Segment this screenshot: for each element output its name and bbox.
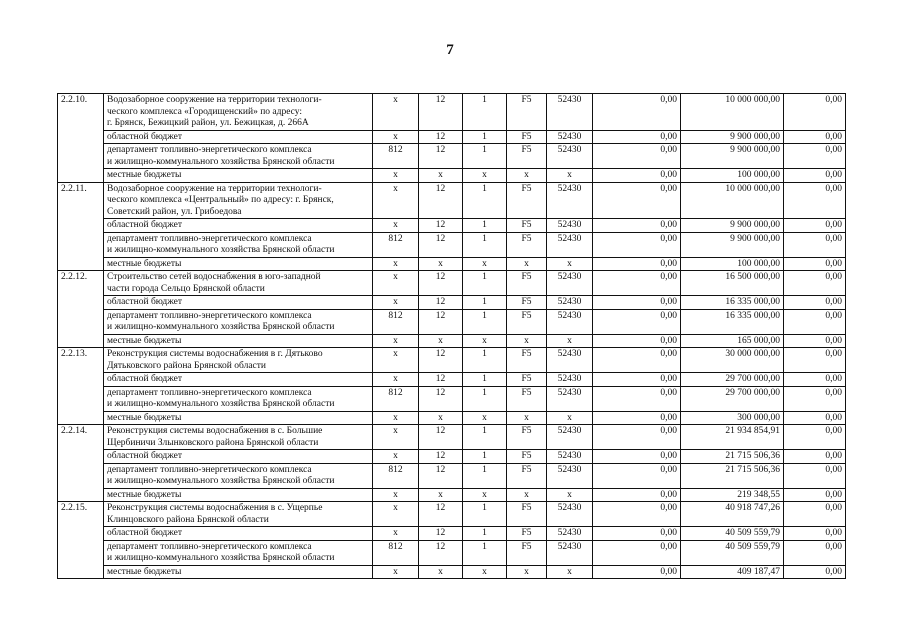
value-2021-cell: 0,00 xyxy=(784,309,846,334)
table-row xyxy=(58,502,846,527)
target-article-code-cell: 52430 xyxy=(547,94,593,131)
grbs-cell: х xyxy=(373,565,419,579)
table-row xyxy=(58,527,846,541)
item-name-cell: департамент топливно-энергетического комплекса и жилищно-коммунального хозяйства Брянской области xyxy=(104,463,373,488)
table-row xyxy=(58,540,846,565)
value-2020-cell: 100 000,00 xyxy=(681,257,784,271)
target-article-prefix-cell: F5 xyxy=(507,450,547,464)
value-2021-cell: 0,00 xyxy=(784,94,846,131)
table-row xyxy=(58,373,846,387)
subsection-cell: х xyxy=(463,257,507,271)
value-2020-cell: 21 934 854,91 xyxy=(681,425,784,450)
grbs-cell: х xyxy=(373,450,419,464)
subsection-cell: 1 xyxy=(463,144,507,169)
section-cell: 12 xyxy=(419,502,463,527)
value-2020-cell: 40 509 559,79 xyxy=(681,540,784,565)
table-row xyxy=(58,386,846,411)
item-number-cell: 2.2.10. xyxy=(58,94,104,183)
item-name-cell: местные бюджеты xyxy=(104,411,373,425)
value-2021-cell: 0,00 xyxy=(784,296,846,310)
value-2021-cell: 0,00 xyxy=(784,257,846,271)
value-2021-cell: 0,00 xyxy=(784,386,846,411)
table-row xyxy=(58,411,846,425)
target-article-code-cell: 52430 xyxy=(547,463,593,488)
grbs-cell: 812 xyxy=(373,463,419,488)
item-name-cell: Водозаборное сооружение на территории технологи- ческого комплекса «Центральный» по адресу: г. Брянск, Советский район, ул. Грибоедова xyxy=(104,182,373,219)
value-2019-cell: 0,00 xyxy=(593,94,681,131)
value-2021-cell: 0,00 xyxy=(784,425,846,450)
value-2020-cell: 40 918 747,26 xyxy=(681,502,784,527)
target-article-code-cell: 52430 xyxy=(547,271,593,296)
section-cell: х xyxy=(419,334,463,348)
table-row xyxy=(58,348,846,373)
value-2021-cell: 0,00 xyxy=(784,271,846,296)
target-article-code-cell: х xyxy=(547,169,593,183)
table-row xyxy=(58,425,846,450)
table-row xyxy=(58,144,846,169)
item-name-cell: местные бюджеты xyxy=(104,334,373,348)
target-article-prefix-cell: F5 xyxy=(507,540,547,565)
value-2019-cell: 0,00 xyxy=(593,296,681,310)
table-row xyxy=(58,271,846,296)
value-2019-cell: 0,00 xyxy=(593,144,681,169)
item-name-cell: областной бюджет xyxy=(104,450,373,464)
target-article-prefix-cell: F5 xyxy=(507,296,547,310)
target-article-prefix-cell: F5 xyxy=(507,425,547,450)
target-article-code-cell: 52430 xyxy=(547,182,593,219)
target-article-code-cell: х xyxy=(547,488,593,502)
value-2021-cell: 0,00 xyxy=(784,144,846,169)
item-number-cell: 2.2.13. xyxy=(58,348,104,425)
item-name-cell: Строительство сетей водоснабжения в юго-западной части города Сельцо Брянской области xyxy=(104,271,373,296)
table-row xyxy=(58,296,846,310)
target-article-code-cell: 52430 xyxy=(547,130,593,144)
value-2021-cell: 0,00 xyxy=(784,450,846,464)
value-2020-cell: 21 715 506,36 xyxy=(681,463,784,488)
item-number-cell: 2.2.14. xyxy=(58,425,104,502)
item-name-cell: местные бюджеты xyxy=(104,488,373,502)
subsection-cell: х xyxy=(463,169,507,183)
target-article-prefix-cell: F5 xyxy=(507,373,547,387)
subsection-cell: х xyxy=(463,565,507,579)
item-name-cell: областной бюджет xyxy=(104,296,373,310)
grbs-cell: х xyxy=(373,411,419,425)
value-2019-cell: 0,00 xyxy=(593,257,681,271)
target-article-code-cell: 52430 xyxy=(547,540,593,565)
section-cell: 12 xyxy=(419,271,463,296)
target-article-code-cell: 52430 xyxy=(547,296,593,310)
grbs-cell: х xyxy=(373,130,419,144)
table-row xyxy=(58,565,846,579)
subsection-cell: 1 xyxy=(463,182,507,219)
value-2021-cell: 0,00 xyxy=(784,463,846,488)
target-article-prefix-cell: х xyxy=(507,334,547,348)
table-row xyxy=(58,94,846,131)
value-2020-cell: 9 900 000,00 xyxy=(681,219,784,233)
item-name-cell: Реконструкция системы водоснабжения в с. Большие Щербиничи Злынковского района Брянской области xyxy=(104,425,373,450)
table-row xyxy=(58,130,846,144)
target-article-code-cell: х xyxy=(547,411,593,425)
value-2019-cell: 0,00 xyxy=(593,334,681,348)
target-article-prefix-cell: F5 xyxy=(507,502,547,527)
item-name-cell: областной бюджет xyxy=(104,527,373,541)
target-article-code-cell: 52430 xyxy=(547,450,593,464)
value-2019-cell: 0,00 xyxy=(593,386,681,411)
item-name-cell: местные бюджеты xyxy=(104,169,373,183)
grbs-cell: 812 xyxy=(373,144,419,169)
item-name-cell: департамент топливно-энергетического комплекса и жилищно-коммунального хозяйства Брянской области xyxy=(104,540,373,565)
target-article-code-cell: 52430 xyxy=(547,219,593,233)
table-row xyxy=(58,463,846,488)
section-cell: 12 xyxy=(419,450,463,464)
value-2021-cell: 0,00 xyxy=(784,169,846,183)
value-2020-cell: 300 000,00 xyxy=(681,411,784,425)
value-2020-cell: 100 000,00 xyxy=(681,169,784,183)
table-row xyxy=(58,334,846,348)
target-article-code-cell: 52430 xyxy=(547,232,593,257)
grbs-cell: х xyxy=(373,296,419,310)
target-article-code-cell: 52430 xyxy=(547,502,593,527)
subsection-cell: 1 xyxy=(463,450,507,464)
grbs-cell: 812 xyxy=(373,309,419,334)
target-article-prefix-cell: F5 xyxy=(507,130,547,144)
table-row xyxy=(58,169,846,183)
subsection-cell: 1 xyxy=(463,309,507,334)
value-2019-cell: 0,00 xyxy=(593,130,681,144)
value-2020-cell: 21 715 506,36 xyxy=(681,450,784,464)
item-number-cell: 2.2.11. xyxy=(58,182,104,271)
section-cell: х xyxy=(419,488,463,502)
value-2019-cell: 0,00 xyxy=(593,502,681,527)
grbs-cell: 812 xyxy=(373,540,419,565)
value-2021-cell: 0,00 xyxy=(784,348,846,373)
value-2021-cell: 0,00 xyxy=(784,411,846,425)
value-2021-cell: 0,00 xyxy=(784,130,846,144)
grbs-cell: х xyxy=(373,271,419,296)
grbs-cell: 812 xyxy=(373,386,419,411)
item-number-cell: 2.2.12. xyxy=(58,271,104,348)
value-2021-cell: 0,00 xyxy=(784,502,846,527)
subsection-cell: 1 xyxy=(463,425,507,450)
subsection-cell: 1 xyxy=(463,373,507,387)
subsection-cell: 1 xyxy=(463,386,507,411)
value-2020-cell: 9 900 000,00 xyxy=(681,130,784,144)
section-cell: 12 xyxy=(419,348,463,373)
section-cell: 12 xyxy=(419,373,463,387)
table-row xyxy=(58,219,846,233)
value-2019-cell: 0,00 xyxy=(593,348,681,373)
value-2019-cell: 0,00 xyxy=(593,373,681,387)
value-2020-cell: 29 700 000,00 xyxy=(681,386,784,411)
target-article-code-cell: 52430 xyxy=(547,425,593,450)
value-2019-cell: 0,00 xyxy=(593,411,681,425)
subsection-cell: х xyxy=(463,411,507,425)
item-name-cell: департамент топливно-энергетического комплекса и жилищно-коммунального хозяйства Брянской области xyxy=(104,232,373,257)
target-article-prefix-cell: F5 xyxy=(507,463,547,488)
section-cell: 12 xyxy=(419,130,463,144)
subsection-cell: 1 xyxy=(463,463,507,488)
target-article-code-cell: 52430 xyxy=(547,144,593,169)
table-row xyxy=(58,488,846,502)
subsection-cell: 1 xyxy=(463,232,507,257)
value-2019-cell: 0,00 xyxy=(593,232,681,257)
item-name-cell: департамент топливно-энергетического комплекса и жилищно-коммунального хозяйства Брянской области xyxy=(104,386,373,411)
grbs-cell: х xyxy=(373,94,419,131)
value-2020-cell: 9 900 000,00 xyxy=(681,144,784,169)
target-article-code-cell: х xyxy=(547,565,593,579)
section-cell: 12 xyxy=(419,540,463,565)
grbs-cell: х xyxy=(373,182,419,219)
section-cell: х xyxy=(419,257,463,271)
target-article-prefix-cell: F5 xyxy=(507,348,547,373)
table-row xyxy=(58,309,846,334)
value-2019-cell: 0,00 xyxy=(593,219,681,233)
section-cell: 12 xyxy=(419,182,463,219)
subsection-cell: 1 xyxy=(463,271,507,296)
value-2021-cell: 0,00 xyxy=(784,540,846,565)
grbs-cell: х xyxy=(373,348,419,373)
table-row xyxy=(58,232,846,257)
section-cell: 12 xyxy=(419,425,463,450)
subsection-cell: х xyxy=(463,334,507,348)
section-cell: 12 xyxy=(419,144,463,169)
subsection-cell: 1 xyxy=(463,94,507,131)
section-cell: 12 xyxy=(419,232,463,257)
grbs-cell: 812 xyxy=(373,232,419,257)
grbs-cell: х xyxy=(373,257,419,271)
target-article-code-cell: х xyxy=(547,257,593,271)
target-article-code-cell: 52430 xyxy=(547,373,593,387)
table-body xyxy=(58,94,846,579)
value-2020-cell: 16 500 000,00 xyxy=(681,271,784,296)
value-2021-cell: 0,00 xyxy=(784,219,846,233)
grbs-cell: х xyxy=(373,527,419,541)
value-2019-cell: 0,00 xyxy=(593,450,681,464)
target-article-prefix-cell: F5 xyxy=(507,94,547,131)
value-2020-cell: 40 509 559,79 xyxy=(681,527,784,541)
subsection-cell: 1 xyxy=(463,348,507,373)
subsection-cell: 1 xyxy=(463,130,507,144)
value-2021-cell: 0,00 xyxy=(784,488,846,502)
target-article-prefix-cell: F5 xyxy=(507,219,547,233)
value-2019-cell: 0,00 xyxy=(593,425,681,450)
item-name-cell: Водозаборное сооружение на территории технологи- ческого комплекса «Городищенский» по адресу: г. Брянск, Бежицкий район, ул. Бежицкая, д. 266А xyxy=(104,94,373,131)
value-2021-cell: 0,00 xyxy=(784,565,846,579)
value-2019-cell: 0,00 xyxy=(593,182,681,219)
subsection-cell: 1 xyxy=(463,540,507,565)
value-2020-cell: 165 000,00 xyxy=(681,334,784,348)
value-2021-cell: 0,00 xyxy=(784,527,846,541)
target-article-prefix-cell: х xyxy=(507,411,547,425)
subsection-cell: 1 xyxy=(463,219,507,233)
value-2020-cell: 16 335 000,00 xyxy=(681,309,784,334)
item-name-cell: департамент топливно-энергетического комплекса и жилищно-коммунального хозяйства Брянской области xyxy=(104,309,373,334)
target-article-code-cell: х xyxy=(547,334,593,348)
value-2021-cell: 0,00 xyxy=(784,373,846,387)
table-row xyxy=(58,182,846,219)
target-article-prefix-cell: х xyxy=(507,565,547,579)
item-name-cell: местные бюджеты xyxy=(104,565,373,579)
grbs-cell: х xyxy=(373,169,419,183)
value-2019-cell: 0,00 xyxy=(593,527,681,541)
grbs-cell: х xyxy=(373,425,419,450)
target-article-prefix-cell: х xyxy=(507,257,547,271)
table-row xyxy=(58,257,846,271)
value-2020-cell: 30 000 000,00 xyxy=(681,348,784,373)
section-cell: 12 xyxy=(419,296,463,310)
grbs-cell: х xyxy=(373,334,419,348)
value-2019-cell: 0,00 xyxy=(593,488,681,502)
item-name-cell: областной бюджет xyxy=(104,130,373,144)
grbs-cell: х xyxy=(373,488,419,502)
target-article-code-cell: 52430 xyxy=(547,309,593,334)
subsection-cell: 1 xyxy=(463,502,507,527)
value-2021-cell: 0,00 xyxy=(784,232,846,257)
section-cell: 12 xyxy=(419,94,463,131)
target-article-code-cell: 52430 xyxy=(547,386,593,411)
target-article-prefix-cell: F5 xyxy=(507,527,547,541)
section-cell: 12 xyxy=(419,527,463,541)
value-2019-cell: 0,00 xyxy=(593,565,681,579)
section-cell: 12 xyxy=(419,309,463,334)
value-2019-cell: 0,00 xyxy=(593,540,681,565)
value-2020-cell: 10 000 000,00 xyxy=(681,94,784,131)
item-name-cell: областной бюджет xyxy=(104,373,373,387)
value-2020-cell: 16 335 000,00 xyxy=(681,296,784,310)
target-article-prefix-cell: F5 xyxy=(507,232,547,257)
subsection-cell: х xyxy=(463,488,507,502)
page-number: 7 xyxy=(446,42,454,58)
value-2019-cell: 0,00 xyxy=(593,271,681,296)
section-cell: х xyxy=(419,169,463,183)
item-name-cell: областной бюджет xyxy=(104,219,373,233)
section-cell: 12 xyxy=(419,386,463,411)
budget-table xyxy=(57,93,846,579)
target-article-prefix-cell: х xyxy=(507,169,547,183)
table-row xyxy=(58,450,846,464)
value-2019-cell: 0,00 xyxy=(593,309,681,334)
target-article-code-cell: 52430 xyxy=(547,527,593,541)
section-cell: 12 xyxy=(419,219,463,233)
target-article-prefix-cell: F5 xyxy=(507,271,547,296)
value-2021-cell: 0,00 xyxy=(784,182,846,219)
item-name-cell: Реконструкция системы водоснабжения в с. Ущерпье Клинцовского района Брянской области xyxy=(104,502,373,527)
item-name-cell: местные бюджеты xyxy=(104,257,373,271)
grbs-cell: х xyxy=(373,219,419,233)
subsection-cell: 1 xyxy=(463,296,507,310)
grbs-cell: х xyxy=(373,502,419,527)
section-cell: х xyxy=(419,411,463,425)
target-article-prefix-cell: F5 xyxy=(507,309,547,334)
value-2020-cell: 409 187,47 xyxy=(681,565,784,579)
grbs-cell: х xyxy=(373,373,419,387)
item-name-cell: департамент топливно-энергетического комплекса и жилищно-коммунального хозяйства Брянской области xyxy=(104,144,373,169)
target-article-prefix-cell: х xyxy=(507,488,547,502)
target-article-prefix-cell: F5 xyxy=(507,182,547,219)
value-2020-cell: 9 900 000,00 xyxy=(681,232,784,257)
target-article-code-cell: 52430 xyxy=(547,348,593,373)
value-2021-cell: 0,00 xyxy=(784,334,846,348)
item-name-cell: Реконструкция системы водоснабжения в г. Дятьково Дятьковского района Брянской области xyxy=(104,348,373,373)
target-article-prefix-cell: F5 xyxy=(507,144,547,169)
target-article-prefix-cell: F5 xyxy=(507,386,547,411)
section-cell: 12 xyxy=(419,463,463,488)
section-cell: х xyxy=(419,565,463,579)
subsection-cell: 1 xyxy=(463,527,507,541)
value-2019-cell: 0,00 xyxy=(593,463,681,488)
value-2020-cell: 219 348,55 xyxy=(681,488,784,502)
value-2019-cell: 0,00 xyxy=(593,169,681,183)
value-2020-cell: 10 000 000,00 xyxy=(681,182,784,219)
value-2020-cell: 29 700 000,00 xyxy=(681,373,784,387)
item-number-cell: 2.2.15. xyxy=(58,502,104,579)
